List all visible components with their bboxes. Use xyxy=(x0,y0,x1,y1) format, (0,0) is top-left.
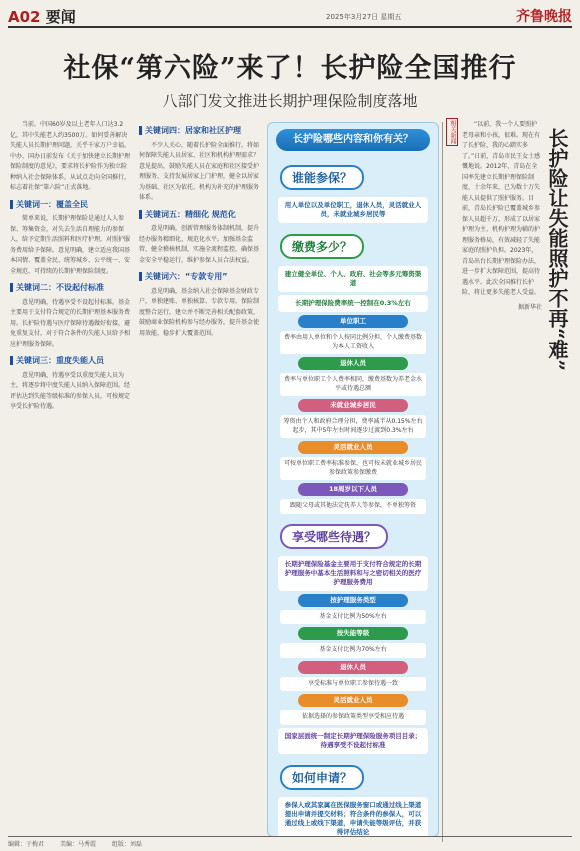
sub-flexible: 可按单位职工费率标准参保，也可按未就业城乡居民参保政策参保缴费 xyxy=(280,457,426,480)
headline: 社保“第六险”来了！长护险全国推行 xyxy=(63,53,517,84)
tag-institution-care: 按失能等级 xyxy=(298,627,408,640)
article-column-1 xyxy=(10,120,132,832)
sub-home-care: 基金支付比例为50%左右 xyxy=(280,610,426,625)
question-benefits: 享受哪些待遇？ xyxy=(280,524,388,549)
related-article-text: “以前，我一个人要照护老母亲和小孩，很难。现在有了长护险，我的心踏实多了。”日前，青岛市民王女士感慨地说。2012年，青岛在全国率先建立长期护理保险制度，十余年来，已为数十万失能人员提供了照护服务。目前，青岛长护险已覆盖城乡参保人员超千万，形成了以居家护理为主、机构护理为辅的护理服务格局，有效减轻了失能家庭的照护负担。2023年，青岛出台长期护理保险办法，进一步扩大保障范围，提高待遇水平。此次全国推行长护险，将让更多失能老人受益。 xyxy=(462,121,541,296)
keyword-heading-6: 关键词六：“专款专用” xyxy=(139,272,263,283)
editor-credit: 编辑：于梅君 xyxy=(8,841,45,848)
question-how-to-apply: 如何申请？ xyxy=(280,765,364,790)
tag-unemployed: 未就业城乡居民 xyxy=(298,399,408,412)
page-footer xyxy=(8,836,572,848)
tag-worker: 单位职工 xyxy=(298,315,408,328)
sub-institution-care: 基金支付比例为70%左右 xyxy=(280,643,426,658)
keyword-heading-5: 关键词五：精细化 规范化 xyxy=(139,210,263,221)
proof-credit: 组版：刘磊 xyxy=(111,841,142,848)
funding-box: 建立健全单位、个人、政府、社会等多元筹资渠道 xyxy=(278,266,428,292)
paragraph: 简单来说，长期护理保险是通过人人参保、筹集资金，对失去生活自理能力的参保人，给予定期生活照料和医疗护理，对照护服务费用给予保障。意见明确，建立适应我国基本国情、覆盖全民、统筹城乡、公平统一、安全规范、可持续的长期护理保险制度。 xyxy=(10,215,131,275)
sub-minor: 跟随父母或其他法定抚养人等参保，不单独筹资 xyxy=(280,499,426,514)
benefits-box: 长期护理保险基金主要用于支付符合规定的长期护理服务中基本生活照料和与之密切相关的医疗护理服务费用 xyxy=(278,556,428,591)
related-article-vertical-title: 长护险让失能照护不再“难” xyxy=(545,128,569,372)
dateline: 2025年3月27日 星期五 xyxy=(326,13,402,21)
related-news-tag: 相关新闻 xyxy=(446,118,458,146)
news-credit: 据新华社 xyxy=(517,303,542,311)
paragraph: 意见明确，创新管理服务体制机制，提升经办服务精细化、规范化水平。加强基金监管，健全稽核机制，实施全流程监控，确保基金安全平稳运行，维护参保人员合法权益。 xyxy=(139,225,260,264)
question-how-much-to-pay: 缴费多少？ xyxy=(280,234,364,259)
sub-worker: 费率由用人单位和个人按同比例分担，个人缴费基数为本人工资收入 xyxy=(280,331,426,354)
paragraph: 意见明确，基金纳入社会保障基金财政专户，单独建账、单独核算、专款专用。保险制度整合运行，建立并不断完善相关配套政策，鼓励商业保险机构参与经办服务，提升基金使用效能，稳步扩大覆盖范围。 xyxy=(139,287,260,337)
design-credit: 美编：马秀霞 xyxy=(59,841,96,848)
infographic-title: 长护险哪些内容和你有关？ xyxy=(276,129,430,151)
subheadline: 八部门发文推进长期护理保险制度落地 xyxy=(162,92,418,110)
section-label: A02 要闻 xyxy=(8,8,76,26)
tag-flexible-benefit: 灵活就业人员 xyxy=(298,694,408,707)
page-header xyxy=(8,6,572,28)
rate-box: 长期护理保险费率统一控制在0.3%左右 xyxy=(278,295,428,312)
sub-retired-benefit: 享受标准与单位职工参保待遇一致 xyxy=(280,677,426,692)
benefits-note: 国家层面统一制定长期护理保险服务项目目录；待遇享受不设起付标准 xyxy=(278,728,428,754)
paragraph: 意见明确，待遇享受以重度失能人员为主，将逐步将中度失能人员纳入保障范围。经评估达到失能等级标准的参保人员，可按规定享受长护险待遇。 xyxy=(10,371,131,410)
paragraph: 意见明确，待遇享受不设起付标准。基金主要用于支付符合规定的长期护理基本服务费用。长护险待遇与医疗保障待遇做好衔接，避免重复支付，对于符合条件的失能人员给予相应护理服务保障。 xyxy=(10,298,131,348)
paragraph: 不少人关心，随着长护险全面推行，将如何保障失能人员居家、社区和机构护理需求？意见提出，鼓励失能人员在家庭和社区接受护理服务，支持发展居家上门护理，健全以居家为基础、社区为依托、机构为补充的护理服务体系。 xyxy=(139,141,260,201)
column-divider xyxy=(442,122,443,842)
tag-minor: 18周岁以下人员 xyxy=(298,483,408,496)
keyword-heading-3: 关键词三：重度失能人员 xyxy=(10,356,132,367)
how-to-apply-box: 参保人或其家属在医保服务窗口或通过线上渠道提出申请并提交材料；符合条件的参保人，可以通过线上或线下渠道，申请失能等级评估，并获得评估结论 xyxy=(278,797,428,838)
who-can-enroll-box: 用人单位以及单位职工，退休人员，灵活就业人员，未就业城乡居民等 xyxy=(278,197,428,223)
article-column-2 xyxy=(139,120,263,832)
paper-name-logo: 齐鲁晚报 xyxy=(516,9,572,25)
keyword-heading-2: 关键词二：不设起付标准 xyxy=(10,283,132,294)
tag-retired: 退休人员 xyxy=(298,357,408,370)
sub-unemployed: 筹资由个人和政府合理分担，费率减半从0.15%左右起步，其中5年左右时间逐步过渡到0.3%左右 xyxy=(280,415,426,438)
intro-paragraph: 当前，中国60岁及以上老年人口达3.2亿，其中失能老人约3500万。如何妥善解决失能人员长期护理问题，关乎千家万户幸福。中办、国办日前发布《关于加快建立长期护理保险制度的意见》，要求将长护险作为独立险种纳入社会保障体系，从试点走向全国推行，标志着社保“第六险”正式落地。 xyxy=(10,121,131,191)
keyword-heading-1: 关键词一：覆盖全民 xyxy=(10,200,132,211)
keyword-heading-4: 关键词四：居家和社区护理 xyxy=(139,126,263,137)
infographic-panel xyxy=(267,122,439,837)
question-who-can-enroll: 谁能参保？ xyxy=(280,165,364,190)
tag-retired-benefit: 退休人员 xyxy=(298,661,408,674)
sub-flexible-benefit: 依据选择的参保政策类型享受相应待遇 xyxy=(280,710,426,725)
related-article-column xyxy=(462,120,542,832)
tag-flexible: 灵活就业人员 xyxy=(298,441,408,454)
sub-retired: 费率与单位职工个人费率相同，缴费基数为养老金水平或待遇总额 xyxy=(280,373,426,396)
tag-home-care: 按护理服务类型 xyxy=(298,594,408,607)
